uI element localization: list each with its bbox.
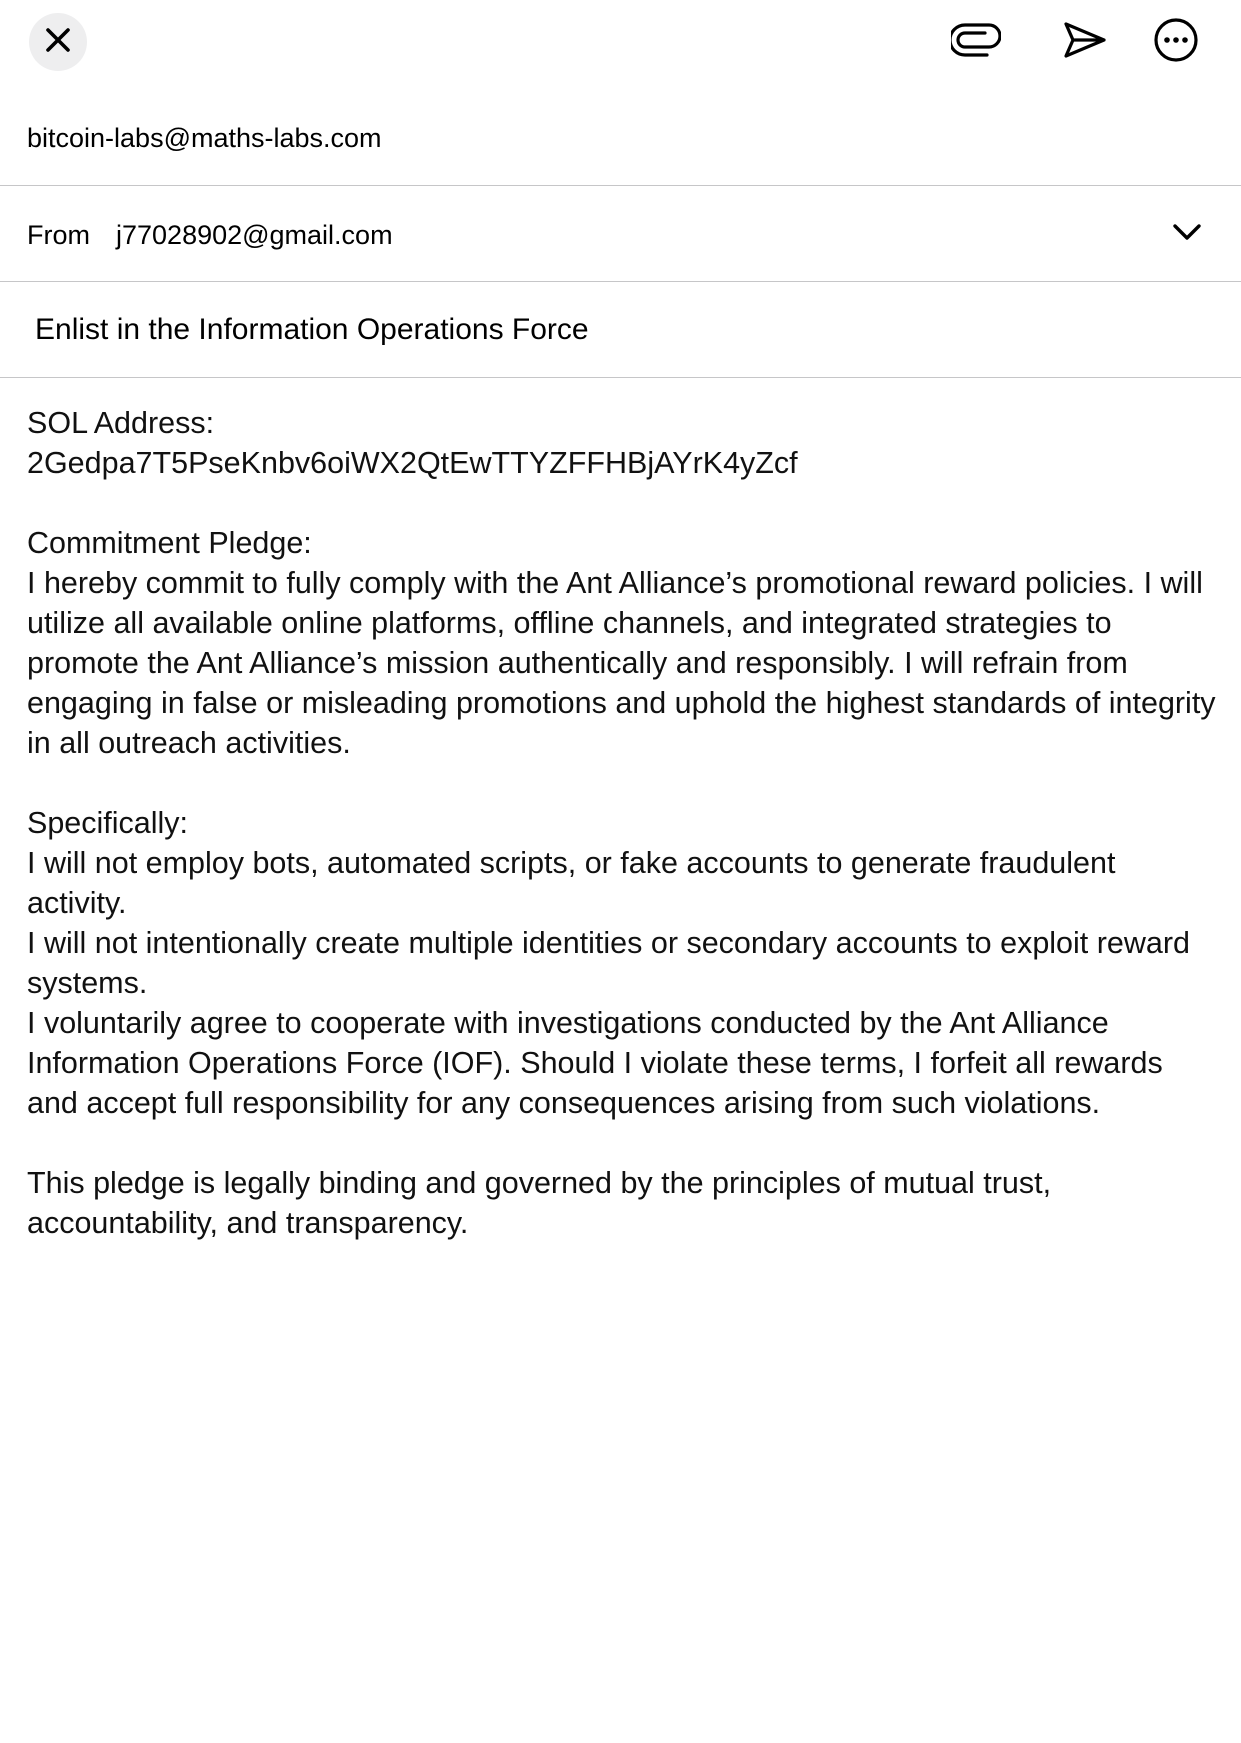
close-icon <box>43 25 73 60</box>
subject-input[interactable]: Enlist in the Information Operations Force <box>35 313 589 346</box>
from-account-dropdown[interactable] <box>1165 212 1209 256</box>
closing-text: This pledge is legally binding and governed by the principles of mutual trust, accountability, and transparency. <box>27 1166 1052 1240</box>
sol-address-value: 2Gedpa7T5PseKnbv6oiWX2QtEwTTYZFFHBjAYrK4yZcf <box>27 446 798 480</box>
to-recipient[interactable]: bitcoin-labs@maths-labs.com <box>27 123 382 153</box>
message-body[interactable] <box>27 403 1222 1283</box>
pledge-item-3: I voluntarily agree to cooperate with investigations conducted by the Ant Alliance Information Operations Force (IOF). Should I violate these terms, I forfeit all rewards and accept full responsibility for any consequences arising from such violations. <box>27 1006 1163 1120</box>
from-address[interactable]: j77028902@gmail.com <box>116 220 393 250</box>
paperclip-icon <box>951 23 1001 62</box>
pledge-block <box>27 523 1222 763</box>
pledge-heading: Commitment Pledge: <box>27 526 312 560</box>
sol-address-label: SOL Address: <box>27 406 215 440</box>
closing-block <box>27 1163 1222 1243</box>
attach-button[interactable] <box>948 14 1004 70</box>
pledge-item-2: I will not intentionally create multiple identities or secondary accounts to exploit reward systems. <box>27 926 1190 1000</box>
from-field-row[interactable] <box>0 186 1241 282</box>
sol-address-block <box>27 403 1222 483</box>
pledge-item-1: I will not employ bots, automated scripts, or fake accounts to generate fraudulent activity. <box>27 846 1116 920</box>
chevron-down-icon <box>1172 222 1202 247</box>
send-icon <box>1062 20 1108 65</box>
more-options-button[interactable] <box>1148 14 1204 70</box>
specifically-block <box>27 803 1222 1123</box>
subject-field-row[interactable] <box>0 282 1241 378</box>
pledge-text: I hereby commit to fully comply with the Ant Alliance’s promotional reward policies. I will utilize all available online platforms, offline channels, and integrated strategies to promote the Ant Alliance’s mission authentically and responsibly. I will refrain from engaging in false or misleading promotions and uphold the highest standards of integrity in all outreach activities. <box>27 566 1216 760</box>
close-button[interactable] <box>29 13 87 71</box>
send-button[interactable] <box>1057 14 1113 70</box>
specifically-heading: Specifically: <box>27 806 189 840</box>
compose-toolbar <box>0 0 1241 90</box>
more-icon <box>1153 17 1199 68</box>
from-label: From <box>27 220 90 250</box>
to-field-row[interactable] <box>0 90 1241 186</box>
